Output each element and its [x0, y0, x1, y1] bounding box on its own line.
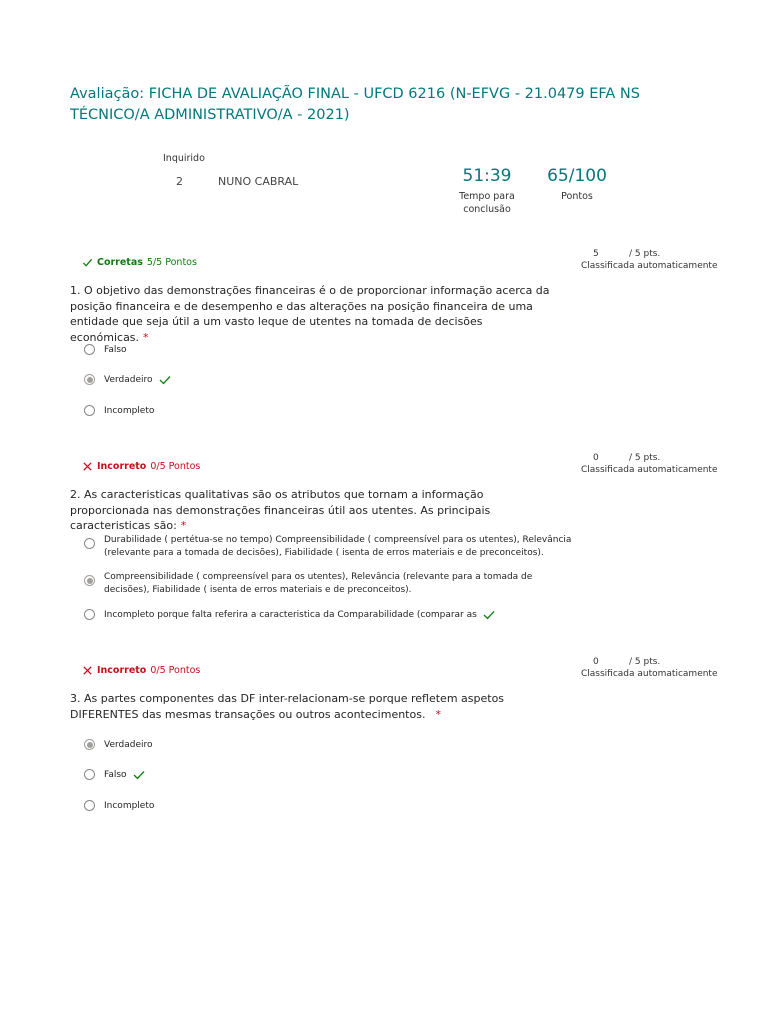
score-total: / 5 pts. — [629, 453, 661, 463]
score-got: 5 — [593, 249, 599, 259]
option-falso[interactable] — [84, 769, 145, 782]
points-value: 65/100 — [547, 166, 607, 186]
radio-button-selected[interactable] — [84, 575, 95, 586]
correct-check-icon — [133, 770, 145, 780]
respondent-name: NUNO CABRAL — [218, 175, 299, 188]
respondent-label: Inquirido — [163, 153, 205, 164]
question-text-content: 3. As partes componentes das DF inter-relacionam-se porque refletem aspetos DIFERENTES das mesmas transações ou outros acontecimentos. — [70, 692, 505, 721]
option-label: Verdadeiro — [104, 375, 153, 385]
option-label: Incompleto porque falta referira a caracteristica da Comparabilidade (comparar as — [104, 610, 477, 620]
score-total: / 5 pts. — [629, 249, 661, 259]
option-incompleto[interactable] — [84, 405, 154, 418]
option-label: Incompleto — [104, 406, 155, 416]
option-label: Verdadeiro — [104, 740, 153, 750]
status-badge — [82, 665, 200, 676]
score-total: / 5 pts. — [629, 657, 661, 667]
score-box — [581, 657, 721, 679]
option-label: Falso — [104, 345, 127, 355]
radio-button[interactable] — [84, 344, 95, 355]
option-compreensibilidade[interactable] — [84, 571, 574, 597]
question-text-content: 2. As caracteristicas qualitativas são os atributos que tornam a informação proporcionada nas demonstrações financeiras útil aos utentes. As principais caracteristicas são: — [70, 488, 491, 532]
status-word: Incorreto — [97, 665, 147, 676]
radio-button[interactable] — [84, 800, 95, 811]
question-text — [70, 487, 550, 534]
cross-icon — [82, 665, 93, 676]
option-label-wrap — [104, 609, 495, 622]
score-note: Classificada automaticamente — [581, 261, 718, 271]
check-icon — [82, 257, 93, 268]
score-got: 0 — [593, 453, 599, 463]
score-note: Classificada automaticamente — [581, 465, 718, 475]
score-box — [581, 249, 721, 271]
status-word: Corretas — [97, 257, 143, 268]
radio-button[interactable] — [84, 538, 95, 549]
option-verdadeiro[interactable] — [84, 374, 171, 387]
respondent-number: 2 — [176, 175, 183, 188]
question-text — [70, 283, 550, 345]
status-badge — [82, 461, 200, 472]
score-got: 0 — [593, 657, 599, 667]
radio-button[interactable] — [84, 609, 95, 620]
cross-icon — [82, 461, 93, 472]
option-label-wrap — [104, 769, 145, 782]
status-badge — [82, 257, 197, 268]
radio-button-selected[interactable] — [84, 739, 95, 750]
points-label: Pontos — [561, 191, 593, 202]
radio-button-selected[interactable] — [84, 374, 95, 385]
radio-button[interactable] — [84, 405, 95, 416]
option-label: Durabilidade ( pertétua-se no tempo) Compreensibilidade ( compreensível para os utentes), Relevância (relevante para a tomada de decisões), Fiabilidade ( isenta de erros materiais e de preconceitos). — [104, 535, 572, 558]
option-label: Falso — [104, 770, 127, 780]
option-falso[interactable] — [84, 344, 127, 357]
status-points: 0/5 Pontos — [150, 461, 201, 472]
points-stat — [535, 165, 619, 203]
option-durabilidade[interactable] — [84, 534, 574, 560]
correct-check-icon — [483, 610, 495, 620]
status-points: 0/5 Pontos — [150, 665, 201, 676]
option-incompleto[interactable] — [84, 609, 495, 622]
time-stat — [445, 165, 529, 216]
required-mark: * — [180, 519, 187, 532]
option-label: Incompleto — [104, 801, 155, 811]
correct-check-icon — [159, 375, 171, 385]
time-value: 51:39 — [462, 166, 512, 186]
time-label: Tempo para conclusão — [459, 191, 515, 215]
required-mark: * — [435, 707, 441, 721]
option-verdadeiro[interactable] — [84, 739, 153, 752]
option-label-wrap — [104, 374, 171, 387]
score-note: Classificada automaticamente — [581, 669, 718, 679]
status-points: 5/5 Pontos — [146, 257, 197, 268]
radio-button[interactable] — [84, 769, 95, 780]
question-text-content: 1. O objetivo das demonstrações financeiras é o de proporcionar informação acerca da posição financeira e de desempenho e das alterações na posição financeira de uma entidade que seja útil a um vasto leque de utentes na tomada de decisões económicas. — [70, 284, 550, 344]
status-word: Incorreto — [97, 461, 147, 472]
page-title: Avaliação: FICHA DE AVALIAÇÃO FINAL - UFCD 6216 (N-EFVG - 21.0479 EFA NS TÉCNICO/A ADMINISTRATIVO/A - 2021) — [70, 86, 640, 123]
option-label: Compreensibilidade ( compreensível para os utentes), Relevância (relevante para a tomada de decisões), Fiabilidade ( isenta de erros materiais e de preconceitos). — [104, 572, 533, 595]
required-mark: * — [143, 330, 149, 344]
option-incompleto[interactable] — [84, 800, 154, 813]
question-text — [70, 691, 550, 722]
score-box — [581, 453, 721, 475]
